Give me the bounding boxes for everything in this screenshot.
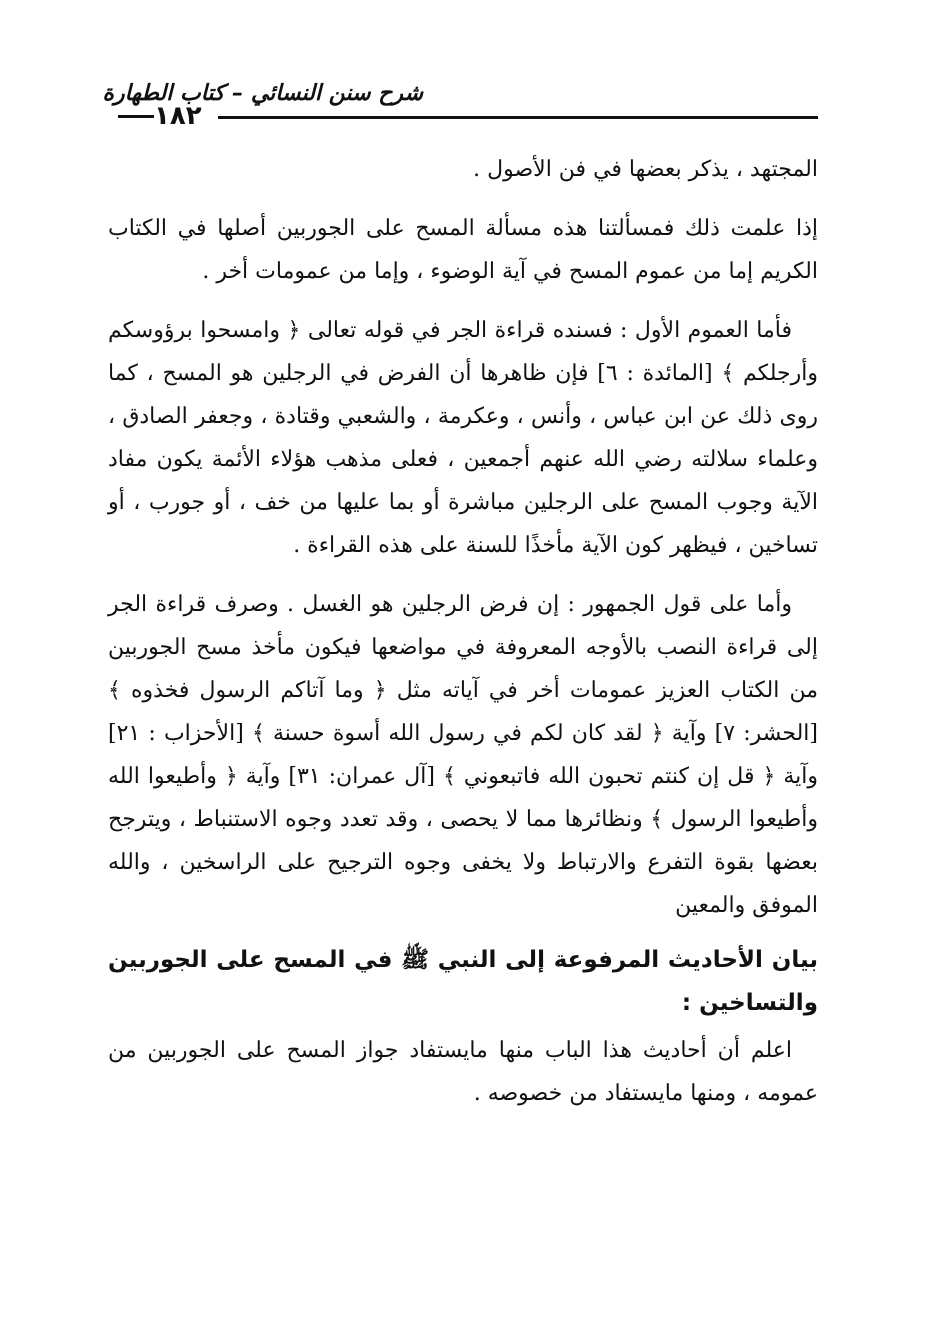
section-heading: بيان الأحاديث المرفوعة إلى النبي ﷺ في المسح على الجوربين والتساخين :	[108, 947, 818, 1016]
paragraph-closing: اعلم أن أحاديث هذا الباب منها مايستفاد جواز المسح على الجوربين من عمومه ، ومنها مايستفاد من خصوصه .	[108, 1038, 818, 1106]
page-number-block	[108, 100, 213, 132]
book-page	[102, 70, 819, 1270]
paragraph-majority-view: وأما على قول الجمهور : إن فرض الرجلين هو الغسل . وصرف قراءة الجر إلى قراءة النصب بالأوجه المعروفة في مواضعها فيكون مأخذ مسح الجوربين من الكتاب العزيز عمومات أخر في آياته مثل ﴿ وما آتاكم الرسول فخذوه ﴾ [الحشر: ٧] وآية ﴿ لقد كان لكم في رسول الله أسوة حسنة ﴾ [الأحزاب : ٢١] وآية ﴿ قل إن كنتم تحبون الله فاتبعوني ﴾ [آل عمران: ٣١] وآية ﴿ وأطيعوا الله وأطيعوا الرسول ﴾ ونظائرها مما لا يحصى ، وقد تعدد وجوه الاستنباط ، ويترجح بعضها بقوة التفرع والارتباط ولا يخفى وجوه الترجيح على الراسخين ، والله الموفق والمعين	[108, 592, 818, 918]
paragraph-gap	[108, 191, 818, 207]
paragraph-gap	[108, 293, 818, 309]
paragraph-gap	[108, 567, 818, 583]
running-title: شرح سنن النسائي – كتاب الطهارة	[102, 81, 423, 106]
page-number-dash	[118, 115, 154, 118]
paragraph-continuation: المجتهد ، يذكر بعضها في فن الأصول .	[473, 157, 818, 182]
paragraph-first-generality: فأما العموم الأول : فسنده قراءة الجر في قوله تعالى ﴿ وامسحوا برؤوسكم وأرجلكم ﴾ [المائدة : ٦] فإن ظاهرها أن الفرض في الرجلين هو المسح ، كما روى ذلك عن ابن عباس ، وأنس ، وعكرمة ، والشعبي وقتادة ، وجعفر الصادق ، وعلماء سلالته رضي الله عنهم أجمعين ، فعلى مذهب هؤلاء الأئمة يكون مفاد الآية وجوب المسح على الرجلين مباشرة أو بما عليها من خف ، أو جورب ، أو تساخين ، فيظهر كون الآية مأخذًا للسنة على هذه القراءة .	[108, 318, 819, 558]
body-text	[108, 148, 818, 1115]
paragraph-intro: إذا علمت ذلك فمسألتنا هذه مسألة المسح على الجوربين أصلها في الكتاب الكريم إما من عموم المسح في آية الوضوء ، وإما من عمومات أخر .	[108, 216, 818, 284]
page-number: ١٨٢	[154, 101, 202, 131]
header-rule	[218, 116, 818, 119]
